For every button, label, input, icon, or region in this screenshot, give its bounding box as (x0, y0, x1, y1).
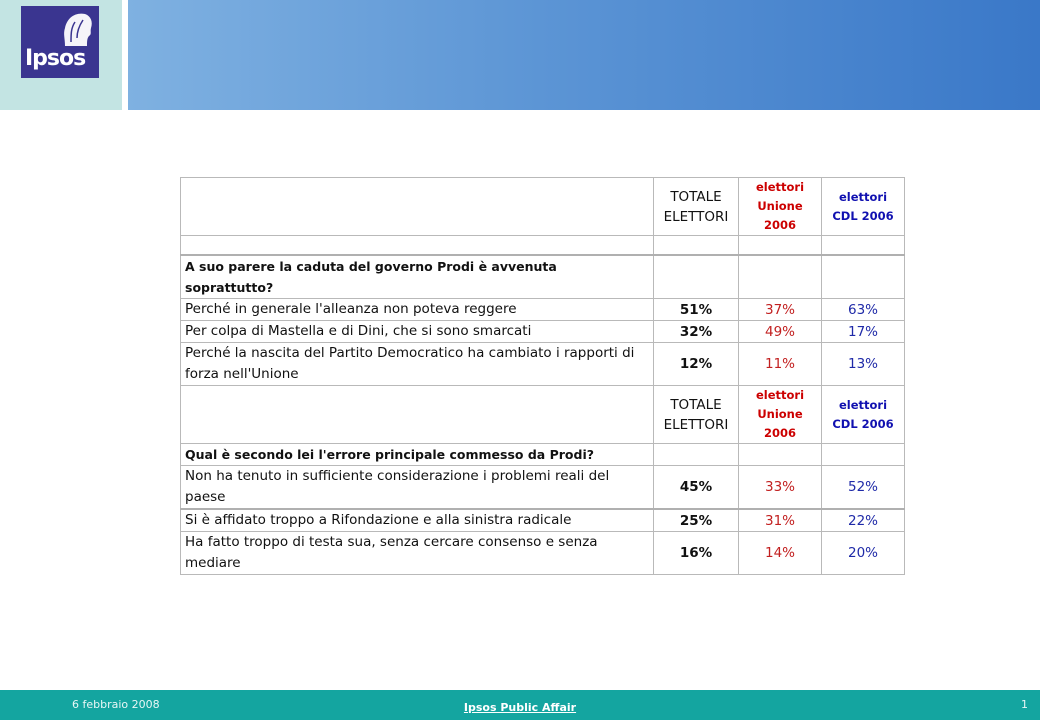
footer-date: 6 febbraio 2008 (72, 698, 160, 711)
table-row (181, 532, 905, 575)
table-row (181, 321, 905, 343)
spacer-row (181, 236, 905, 256)
value-cdl: 52% (822, 466, 905, 510)
value-unione: 14% (739, 532, 822, 575)
col-header-totale: TOTALE ELETTORI (654, 386, 739, 444)
value-totale: 16% (654, 532, 739, 575)
value-unione: 49% (739, 321, 822, 343)
logo-panel (0, 0, 122, 110)
value-unione: 37% (739, 299, 822, 321)
value-totale: 45% (654, 466, 739, 510)
page-number: 1 (1021, 698, 1028, 711)
col-header-unione: elettori Unione 2006 (739, 178, 822, 236)
empty-header-cell (181, 178, 654, 236)
logo-text: Ipsos (25, 46, 86, 71)
footer-company-link[interactable]: Ipsos Public Affair (463, 701, 577, 714)
value-totale: 25% (654, 509, 739, 532)
ipsos-logo (21, 6, 99, 78)
row-label: Per colpa di Mastella e di Dini, che si sono smarcati (181, 321, 654, 343)
col-header-cdl: elettori CDL 2006 (822, 386, 905, 444)
value-unione: 33% (739, 466, 822, 510)
col-header-totale: TOTALE ELETTORI (654, 178, 739, 236)
row-label: Perché la nascita del Partito Democratico ha cambiato i rapporti di forza nell'Unione (181, 343, 654, 386)
table-header-row (181, 386, 905, 444)
footer-bar (0, 690, 1040, 720)
value-totale: 51% (654, 299, 739, 321)
header-banner (128, 0, 1040, 110)
value-unione: 11% (739, 343, 822, 386)
value-cdl: 17% (822, 321, 905, 343)
row-label: Si è affidato troppo a Rifondazione e alla sinistra radicale (181, 509, 654, 532)
survey-table (180, 177, 905, 575)
table-row (181, 343, 905, 386)
value-totale: 32% (654, 321, 739, 343)
table-header-row (181, 178, 905, 236)
empty-header-cell (181, 386, 654, 444)
profile-head-icon (59, 8, 97, 48)
row-label: Non ha tenuto in sufficiente considerazione i problemi reali del paese (181, 466, 654, 510)
row-label: Perché in generale l'alleanza non poteva reggere (181, 299, 654, 321)
value-totale: 12% (654, 343, 739, 386)
question-row (181, 255, 905, 299)
value-unione: 31% (739, 509, 822, 532)
value-cdl: 20% (822, 532, 905, 575)
value-cdl: 22% (822, 509, 905, 532)
question-1: A suo parere la caduta del governo Prodi è avvenuta soprattutto? (181, 255, 654, 299)
value-cdl: 13% (822, 343, 905, 386)
row-label: Ha fatto troppo di testa sua, senza cercare consenso e senza mediare (181, 532, 654, 575)
question-2: Qual è secondo lei l'errore principale commesso da Prodi? (181, 444, 654, 466)
table-row (181, 299, 905, 321)
value-cdl: 63% (822, 299, 905, 321)
table-row (181, 466, 905, 510)
col-header-unione: elettori Unione 2006 (739, 386, 822, 444)
table-row (181, 509, 905, 532)
question-row (181, 444, 905, 466)
col-header-cdl: elettori CDL 2006 (822, 178, 905, 236)
